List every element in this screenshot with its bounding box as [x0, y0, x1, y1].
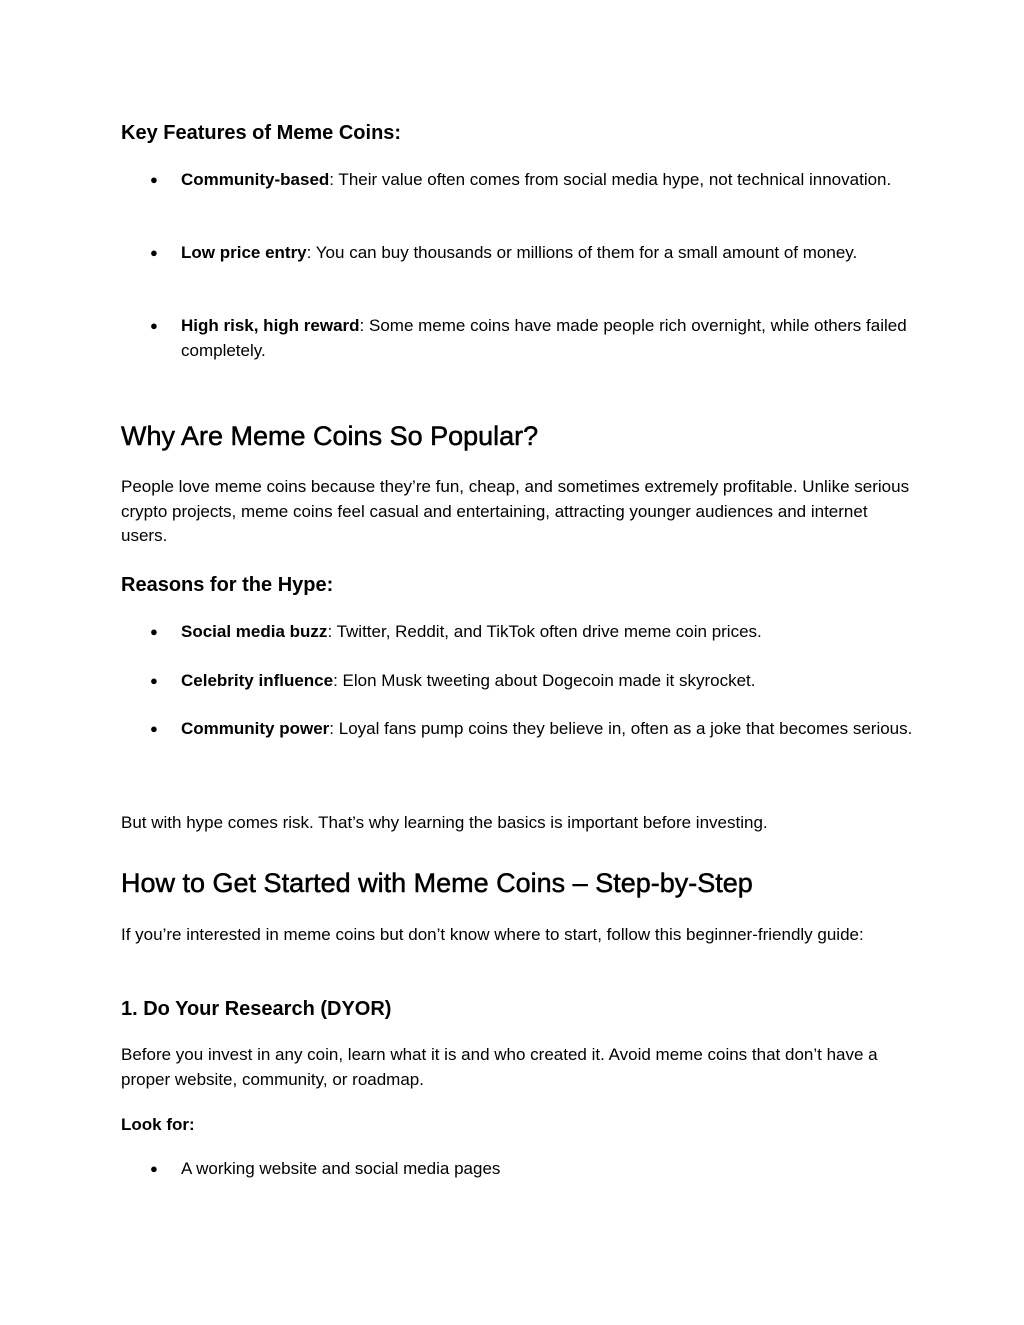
get-started-heading: How to Get Started with Meme Coins – Step-by-Step — [121, 868, 753, 898]
bullet-desc: : Loyal fans pump coins they believe in, often as a joke that becomes serious. — [329, 719, 913, 738]
bullet-term: Community power — [181, 719, 330, 738]
bullet-desc: : Their value often comes from social media hype, not technical innovation. — [329, 170, 892, 189]
bullet-icon: ● — [150, 673, 158, 688]
step1-heading: 1. Do Your Research (DYOR) — [121, 998, 392, 1020]
bullet-icon: ● — [150, 318, 158, 333]
bullet-icon: ● — [150, 245, 158, 260]
look-for-label: Look for: — [121, 1115, 195, 1134]
bullet-term: Celebrity influence — [181, 671, 334, 690]
bullet-icon: ● — [150, 172, 158, 187]
bullet-desc: : Some meme coins have made people rich overnight, while others failed completely. — [181, 316, 907, 360]
get-started-intro: If you’re interested in meme coins but don’t know where to start, follow this beginner-friendly guide: — [121, 925, 864, 944]
bullet-icon: ● — [150, 1161, 158, 1176]
bullet-term: High risk, high reward — [181, 316, 360, 335]
why-popular-outro: But with hype comes risk. That’s why learning the basics is important before investing. — [121, 813, 768, 832]
bullet-term: Social media buzz — [181, 622, 328, 641]
bullet-desc: : You can buy thousands or millions of them for a small amount of money. — [306, 243, 858, 262]
bullet-desc: : Twitter, Reddit, and TikTok often drive meme coin prices. — [327, 622, 762, 641]
reasons-heading: Reasons for the Hype: — [121, 574, 334, 596]
bullet-desc: A working website and social media pages — [181, 1159, 501, 1178]
why-popular-heading: Why Are Meme Coins So Popular? — [121, 421, 539, 451]
key-features-heading: Key Features of Meme Coins: — [121, 122, 402, 144]
bullet-desc: : Elon Musk tweeting about Dogecoin made it skyrocket. — [333, 671, 756, 690]
bullet-icon: ● — [150, 624, 158, 639]
step1-body: Before you invest in any coin, learn what it is and who created it. Avoid meme coins that don’t have a proper website, community, or roadmap. — [121, 1045, 878, 1089]
bullet-term: Low price entry — [181, 243, 307, 262]
bullet-term: Community-based — [181, 170, 330, 189]
bullet-icon: ● — [150, 721, 158, 736]
why-popular-intro: People love meme coins because they’re fun, cheap, and sometimes extremely profitable. Unlike serious crypto projects, meme coins feel casual and entertaining, attracting younger audiences and internet users. — [121, 477, 910, 545]
